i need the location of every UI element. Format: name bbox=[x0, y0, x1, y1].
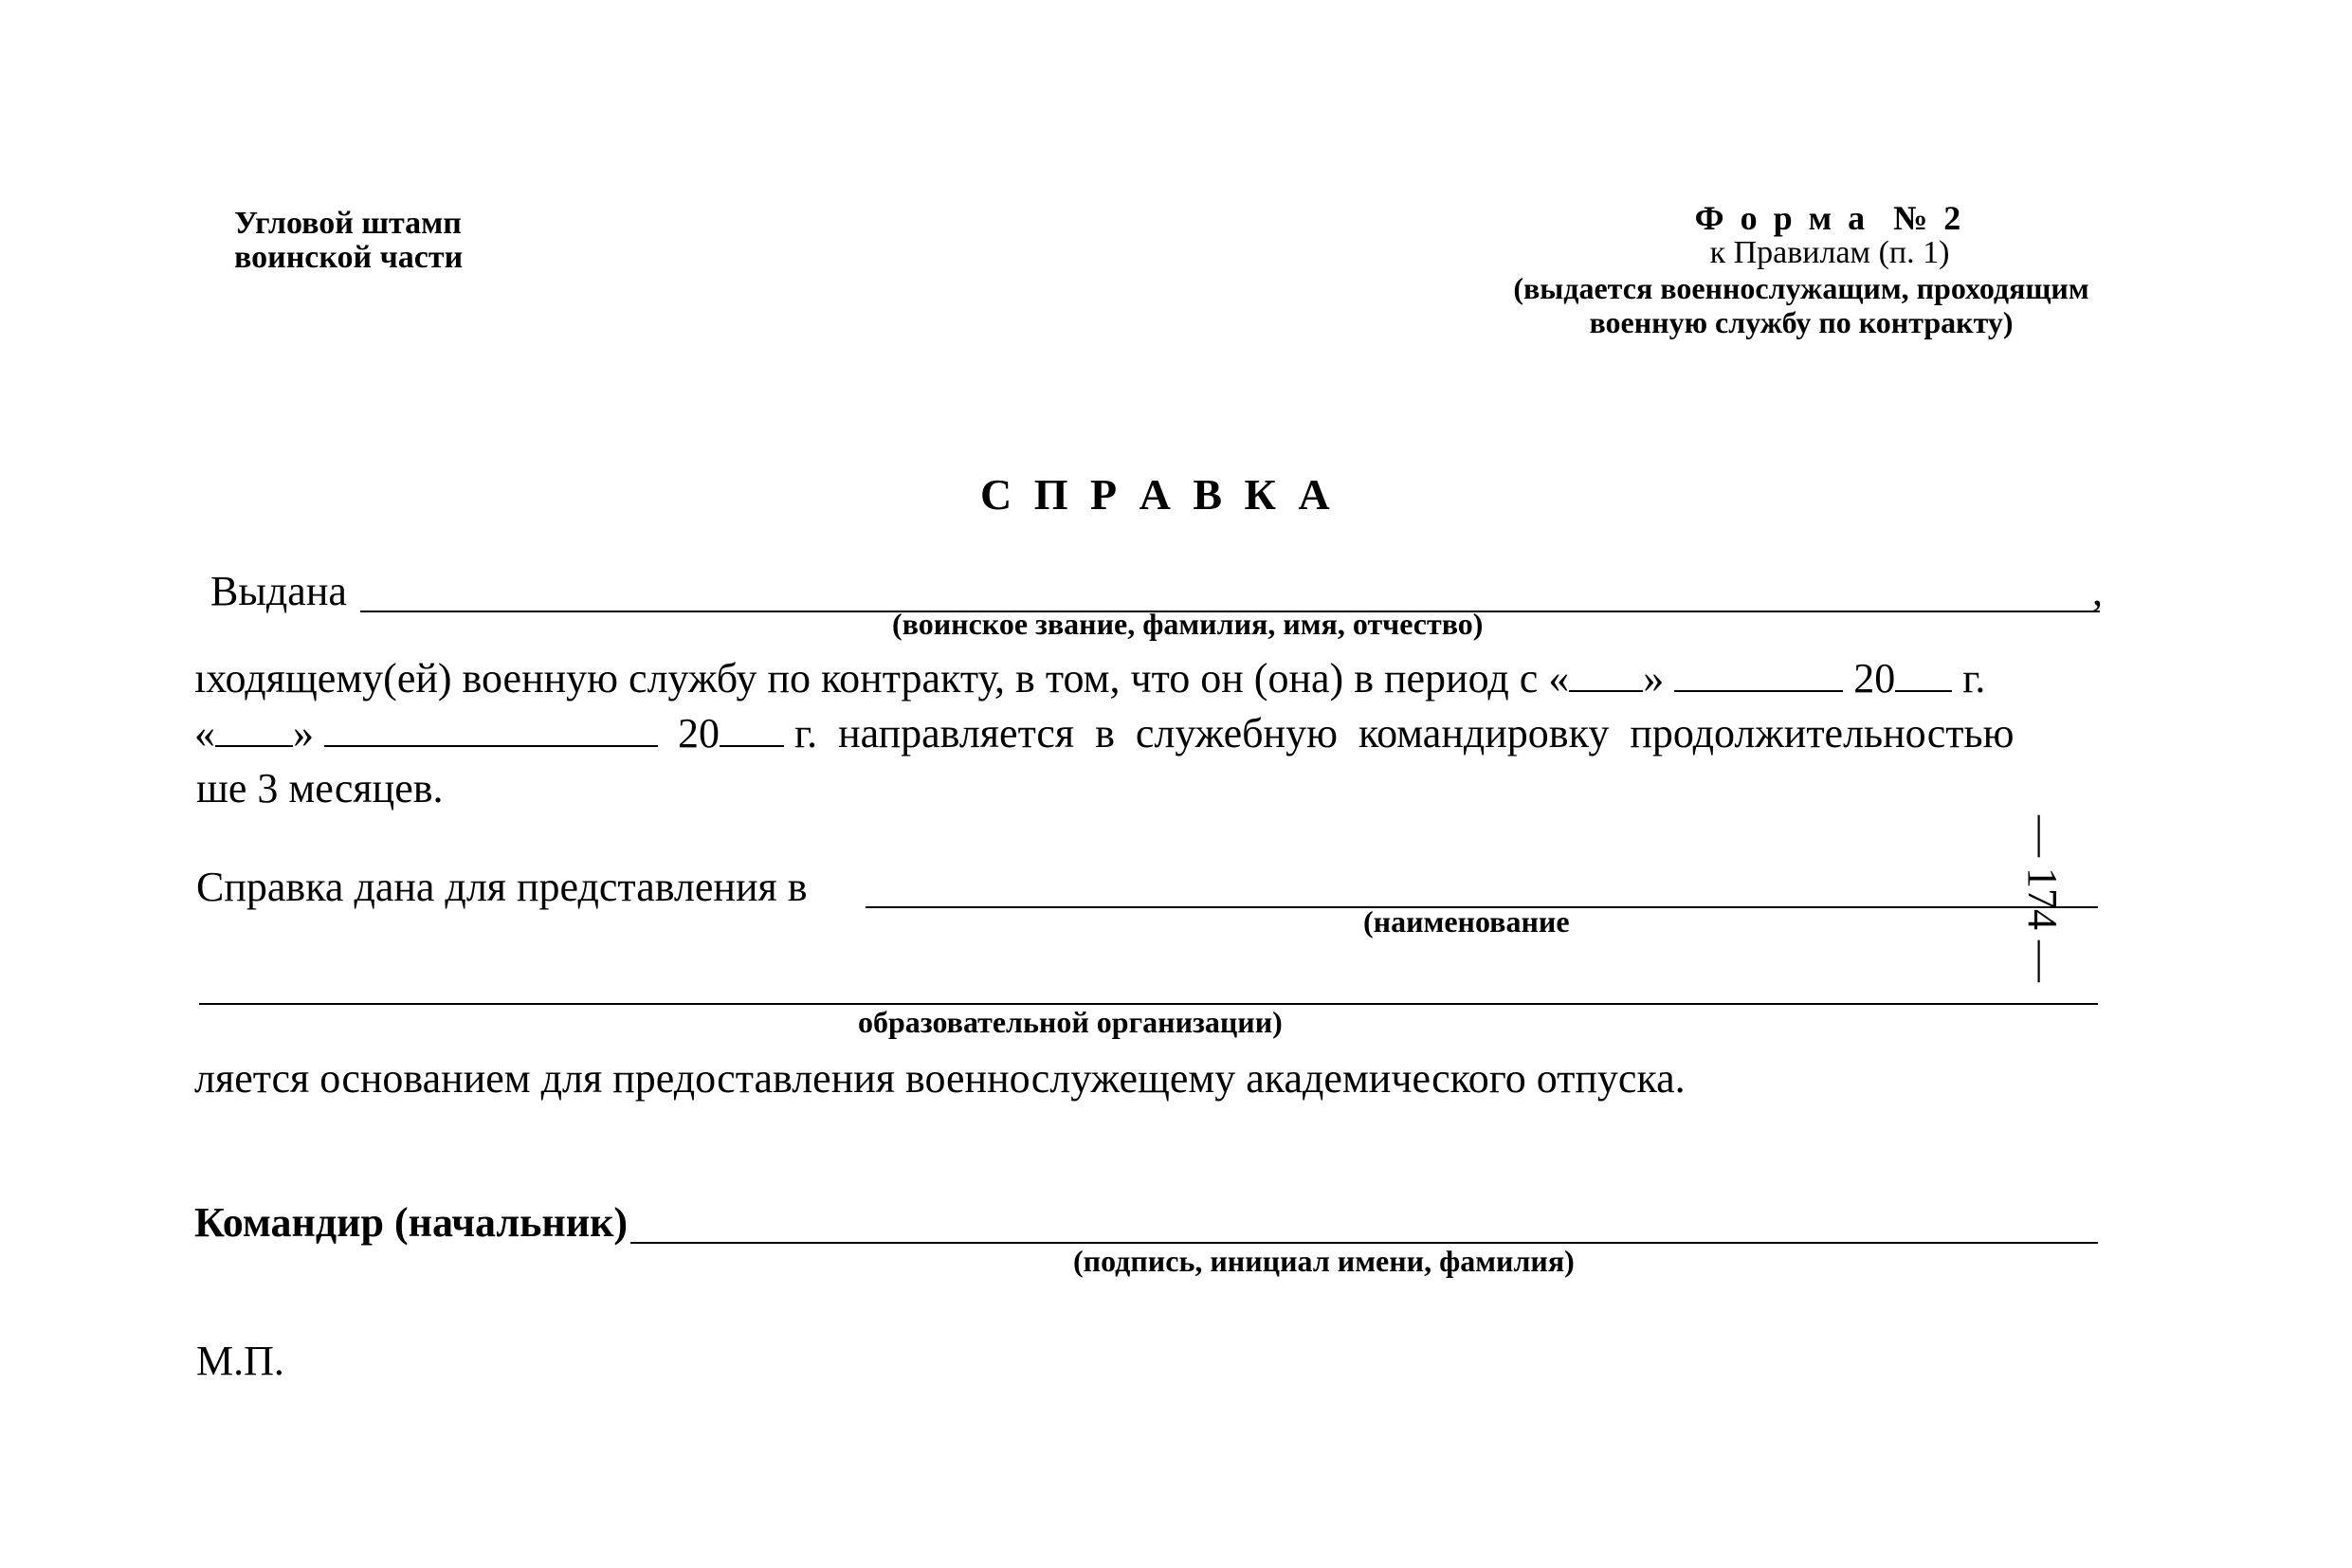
period-line-2-rest: г. направляется в служебную командировку продолжительностью bbox=[794, 710, 2015, 757]
period-line-1-text: ıходящему(ей) военную службу по контракту, в том, что он (она) в период с « bbox=[194, 655, 1570, 702]
form-note-line-2: военную службу по контракту) bbox=[1589, 305, 2014, 339]
day-blank-1 bbox=[1569, 660, 1643, 692]
form-number: Ф о р м а № 2 bbox=[1694, 199, 1965, 237]
period-line-1 bbox=[194, 654, 1985, 702]
seal-mark: М.П. bbox=[196, 1338, 284, 1384]
commander-caption: (подпись, инициал имени, фамилия) bbox=[1073, 1244, 1575, 1278]
year-blank-1 bbox=[1895, 660, 1952, 692]
basis-text: ляется основанием для предоставления военнослужещему академического отпуска. bbox=[194, 1055, 1686, 1102]
commander-label: Командир (начальник) bbox=[194, 1199, 629, 1246]
rule-reference: к Правилам (п. 1) bbox=[1709, 235, 1950, 270]
period-line-2 bbox=[194, 709, 2014, 757]
presentation-caption-2: образовательной организации) bbox=[858, 1005, 1283, 1039]
issued-label: Выдана bbox=[210, 568, 347, 614]
issued-caption: (воинское звание, фамилия, имя, отчество) bbox=[892, 607, 1484, 641]
quote-close-1: » bbox=[1643, 655, 1665, 702]
presentation-label: Справка дана для представления в bbox=[196, 864, 808, 910]
stamp-line-1: Угловой штамп bbox=[234, 206, 462, 241]
month-blank-1 bbox=[1674, 660, 1843, 692]
year-suffix-1: г. bbox=[1962, 655, 1986, 702]
page-number: — 174 — bbox=[2019, 815, 2066, 982]
quote-close-2: » bbox=[293, 710, 314, 757]
year-prefix-2: 20 bbox=[678, 710, 720, 757]
period-line-3: ше 3 месяцев. bbox=[196, 765, 444, 811]
corner-stamp-label bbox=[234, 207, 463, 275]
year-prefix-1: 20 bbox=[1853, 655, 1896, 702]
presentation-caption-1: (наименование bbox=[1363, 904, 1570, 939]
form-note-line-1: (выдается военнослужащим, проходящим bbox=[1513, 271, 2089, 305]
quote-open-2: « bbox=[194, 710, 215, 757]
stamp-line-2: воинской части bbox=[234, 240, 464, 275]
form-header bbox=[1403, 201, 2199, 339]
month-blank-2 bbox=[324, 715, 658, 747]
year-blank-2 bbox=[720, 715, 784, 747]
day-blank-2 bbox=[215, 715, 293, 747]
issued-comma: , bbox=[2092, 568, 2103, 614]
document-title: С П Р А В К А bbox=[980, 470, 1336, 519]
